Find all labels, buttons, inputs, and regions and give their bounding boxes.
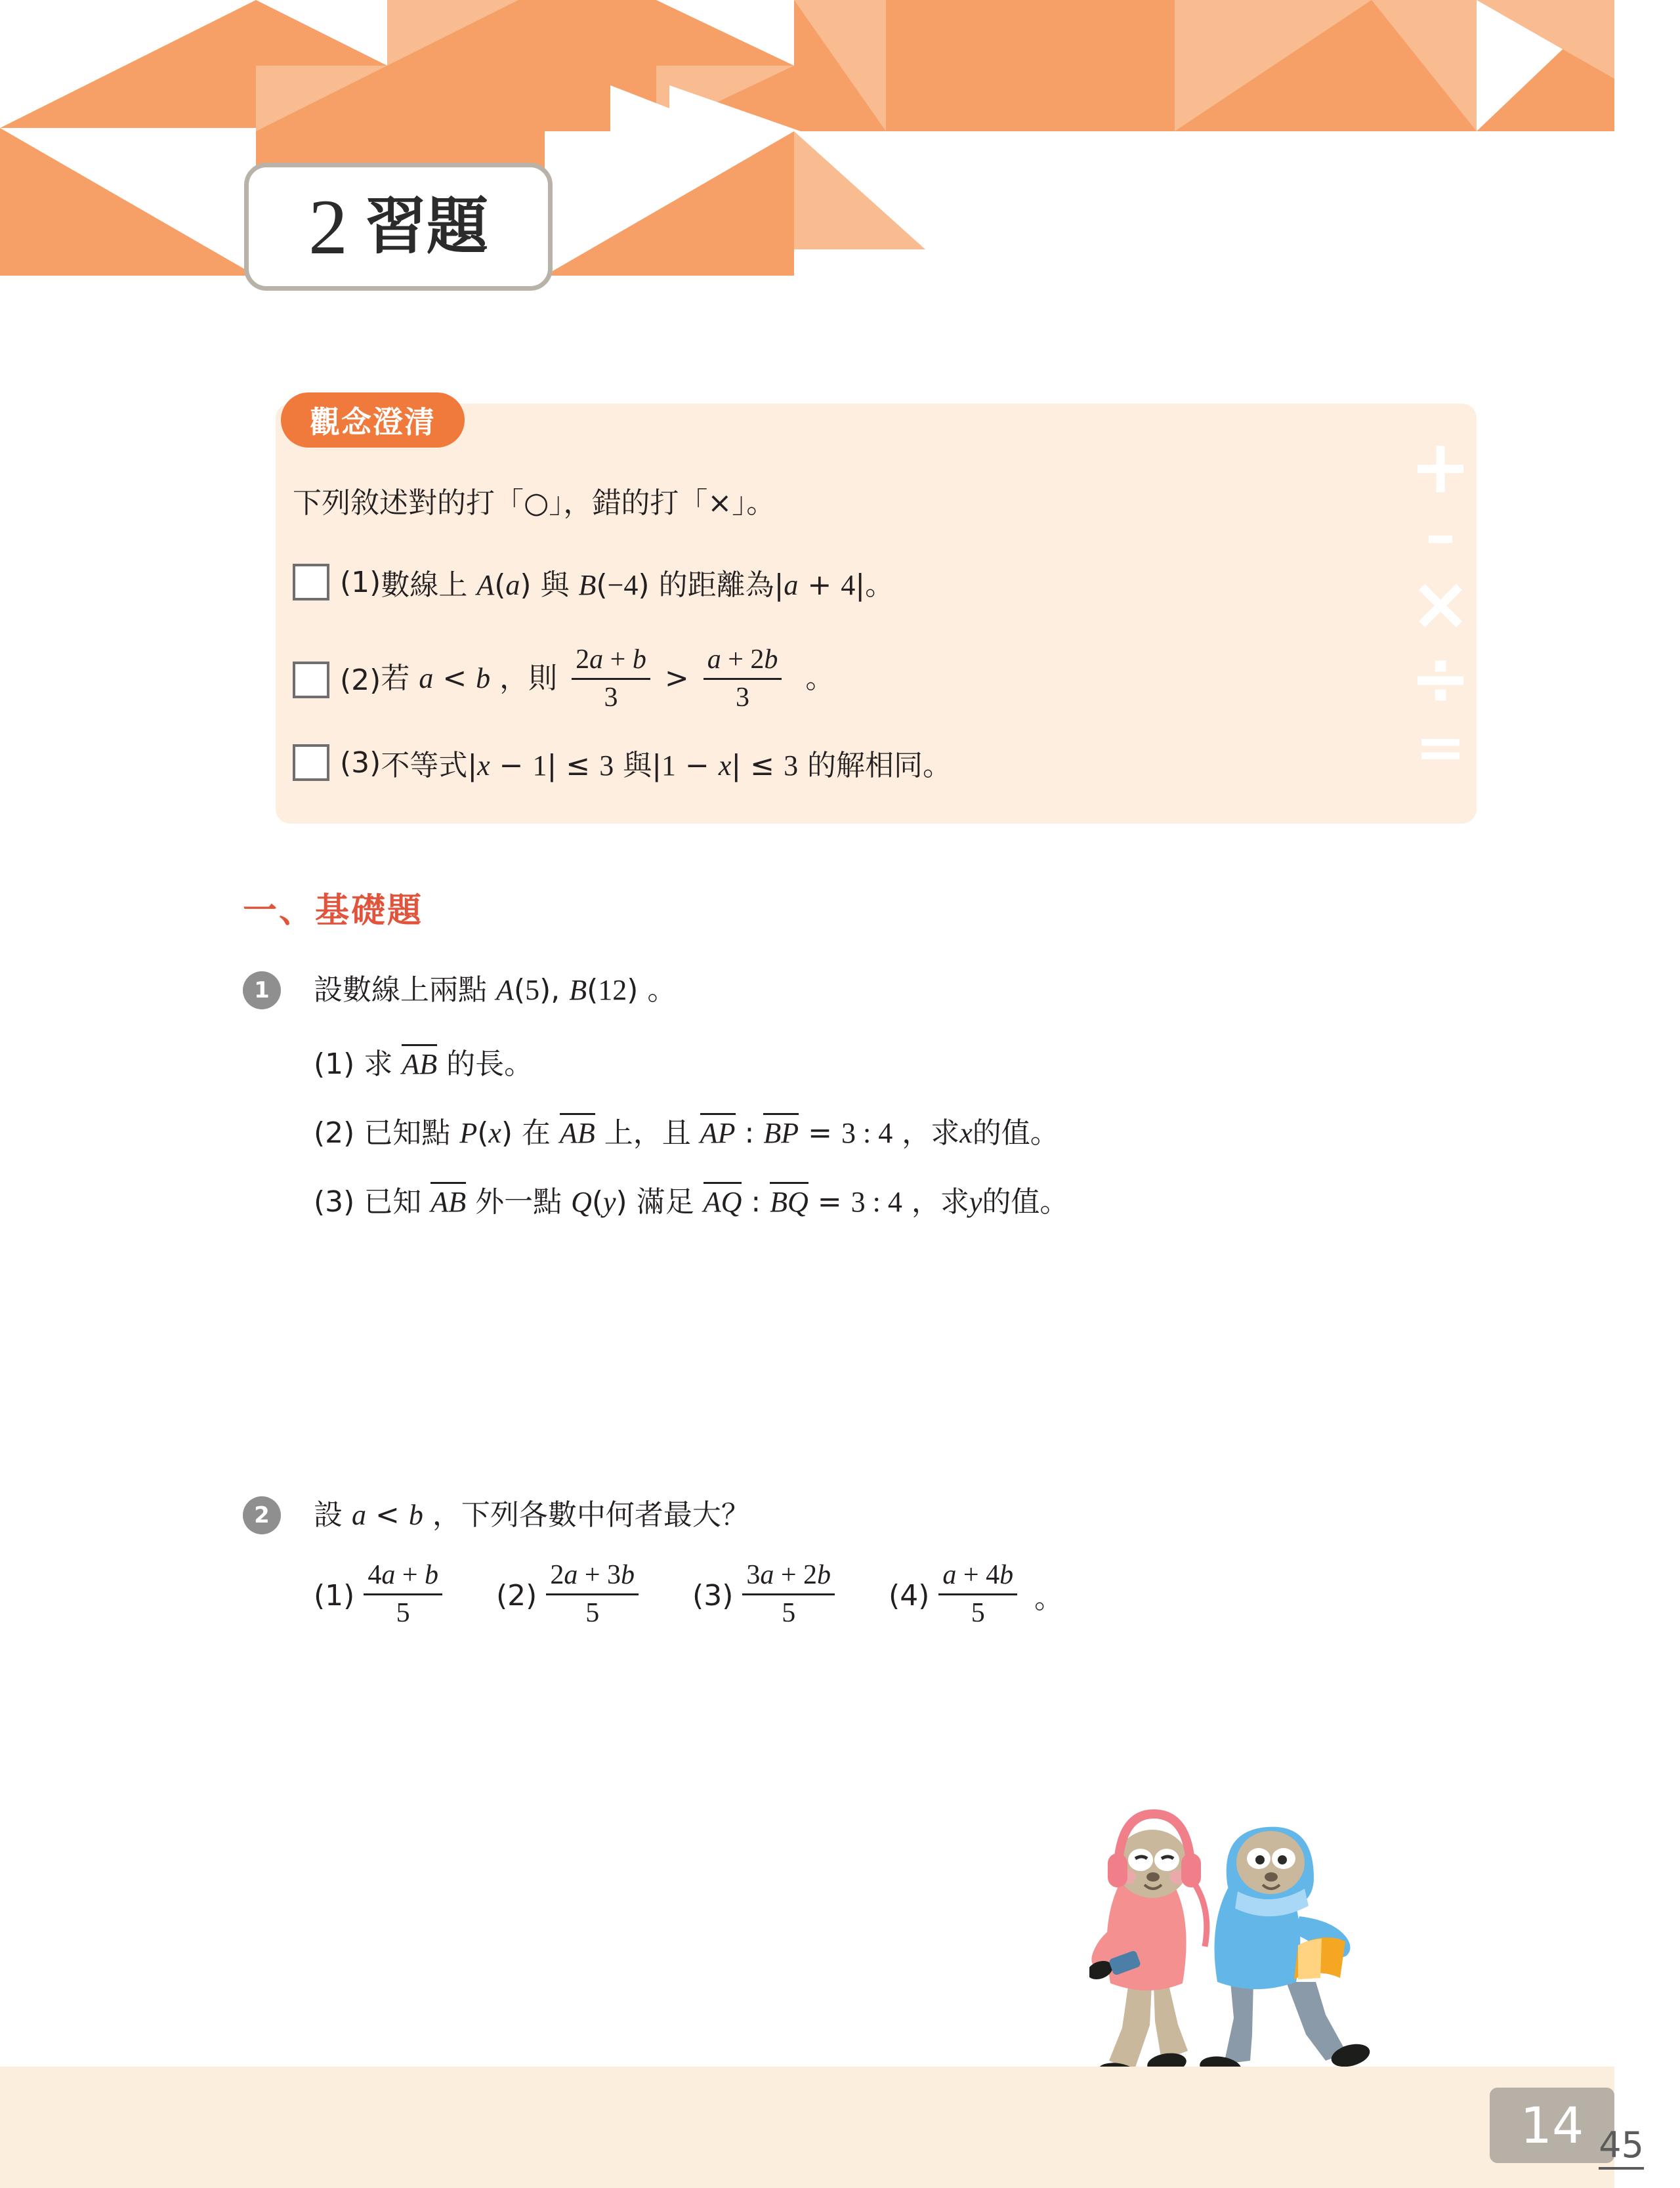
banner-triangle-16 — [610, 85, 728, 131]
concept-item-2-text: 若 a < b ，則 $\frac{2a + b}{3}$ > $\frac{a + 2b}{3}$ 。 — [381, 644, 835, 713]
equals-icon: = — [1415, 711, 1466, 782]
question-1-number: 1 — [243, 971, 281, 1009]
choice-3[interactable] — [692, 1562, 840, 1629]
concept-intro: 下列敘述對的打「○」，錯的打「×」。 — [293, 486, 776, 520]
concept-item-3-text: 不等式|x − 1| ≤ 3 與|1 − x| ≤ 3 的解相同。 — [381, 749, 952, 782]
concept-item-1 — [293, 561, 894, 603]
footer-bar — [0, 2067, 1614, 2188]
question-1-part-3: (3) 已知 AB 外一點 Q(y) 滿足 AQ : BQ = 3 : 4 ，求y的值。 — [314, 1178, 1068, 1220]
page-right-margin — [1614, 0, 1680, 2188]
page-number-secondary: 45 — [1599, 2124, 1644, 2170]
sloth-illustration — [1089, 1785, 1496, 2087]
banner-triangle-15 — [1477, 0, 1614, 79]
choice-4-fraction: $\frac{a + 4b}{5}$ — [938, 1561, 1017, 1628]
concept-item-3 — [293, 742, 952, 784]
question-2-stem: 設 a < b ，下列各數中何者最大？ — [314, 1498, 750, 1532]
banner-triangle-3 — [256, 0, 387, 66]
banner-triangle-9 — [656, 0, 794, 66]
question-2-choices — [314, 1562, 1063, 1629]
concept-item-2 — [293, 646, 834, 713]
banner-triangle-6 — [545, 131, 794, 276]
banner-triangle-10 — [794, 131, 925, 249]
chapter-number: 2 — [308, 182, 348, 270]
concept-item-3-label: (3) — [340, 746, 381, 780]
multiply-icon: × — [1410, 561, 1471, 647]
choice-4[interactable] — [889, 1562, 1022, 1629]
choices-tail: 。 — [1034, 1582, 1064, 1616]
choice-2-fraction: $\frac{2a + 3b}{5}$ — [546, 1561, 639, 1628]
banner-triangle-13 — [1372, 0, 1477, 131]
choice-1-fraction: $\frac{4a + b}{5}$ — [364, 1561, 442, 1628]
concept-item-1-text: 數線上 A(a) 與 B(−4) 的距離為|a + 4|。 — [381, 568, 894, 602]
chapter-title-chip — [244, 163, 553, 291]
concept-item-1-label: (1) — [340, 565, 381, 599]
page-number-badge: 14 — [1490, 2088, 1614, 2163]
divide-icon: ÷ — [1410, 636, 1471, 722]
section-heading: 一、基礎題 — [243, 891, 424, 931]
plus-icon: + — [1410, 425, 1471, 510]
choice-2[interactable] — [496, 1562, 644, 1629]
banner-triangle-4 — [256, 66, 387, 131]
choice-1-label: (1) — [314, 1578, 355, 1612]
concept-checkbox-2[interactable] — [293, 662, 329, 698]
decorative-banner — [0, 0, 1614, 276]
minus-icon: – — [1425, 500, 1456, 571]
decorative-math-symbols — [1401, 425, 1480, 824]
concept-item-2-label: (2) — [340, 663, 381, 697]
banner-triangle-5 — [387, 0, 518, 66]
choice-3-fraction: $\frac{3a + 2b}{5}$ — [742, 1561, 835, 1628]
banner-triangle-1 — [0, 0, 256, 128]
sloth-pink — [1089, 1814, 1207, 2087]
concept-checkbox-1[interactable] — [293, 564, 329, 600]
concept-tag: 觀念澄清 — [281, 392, 465, 448]
question-1-stem: 設數線上兩點 A(5), B(12) 。 — [314, 973, 677, 1007]
choice-1[interactable] — [314, 1562, 448, 1629]
question-1-part-1: (1) 求 AB 的長。 — [314, 1040, 533, 1082]
choice-3-label: (3) — [692, 1578, 734, 1612]
chapter-title: 習題 — [364, 190, 488, 263]
choice-4-label: (4) — [889, 1578, 930, 1612]
choice-2-label: (2) — [496, 1578, 537, 1612]
concept-checkbox-3[interactable] — [293, 744, 329, 781]
sloth-blue — [1198, 1827, 1372, 2081]
banner-triangle-8 — [794, 0, 886, 131]
banner-triangle-2 — [0, 128, 256, 276]
question-2-number: 2 — [243, 1496, 281, 1534]
banner-triangle-12 — [1175, 0, 1372, 131]
question-1-part-2: (2) 已知點 P(x) 在 AB 上，且 AP : BP = 3 : 4 ，求x的值。 — [314, 1109, 1059, 1151]
